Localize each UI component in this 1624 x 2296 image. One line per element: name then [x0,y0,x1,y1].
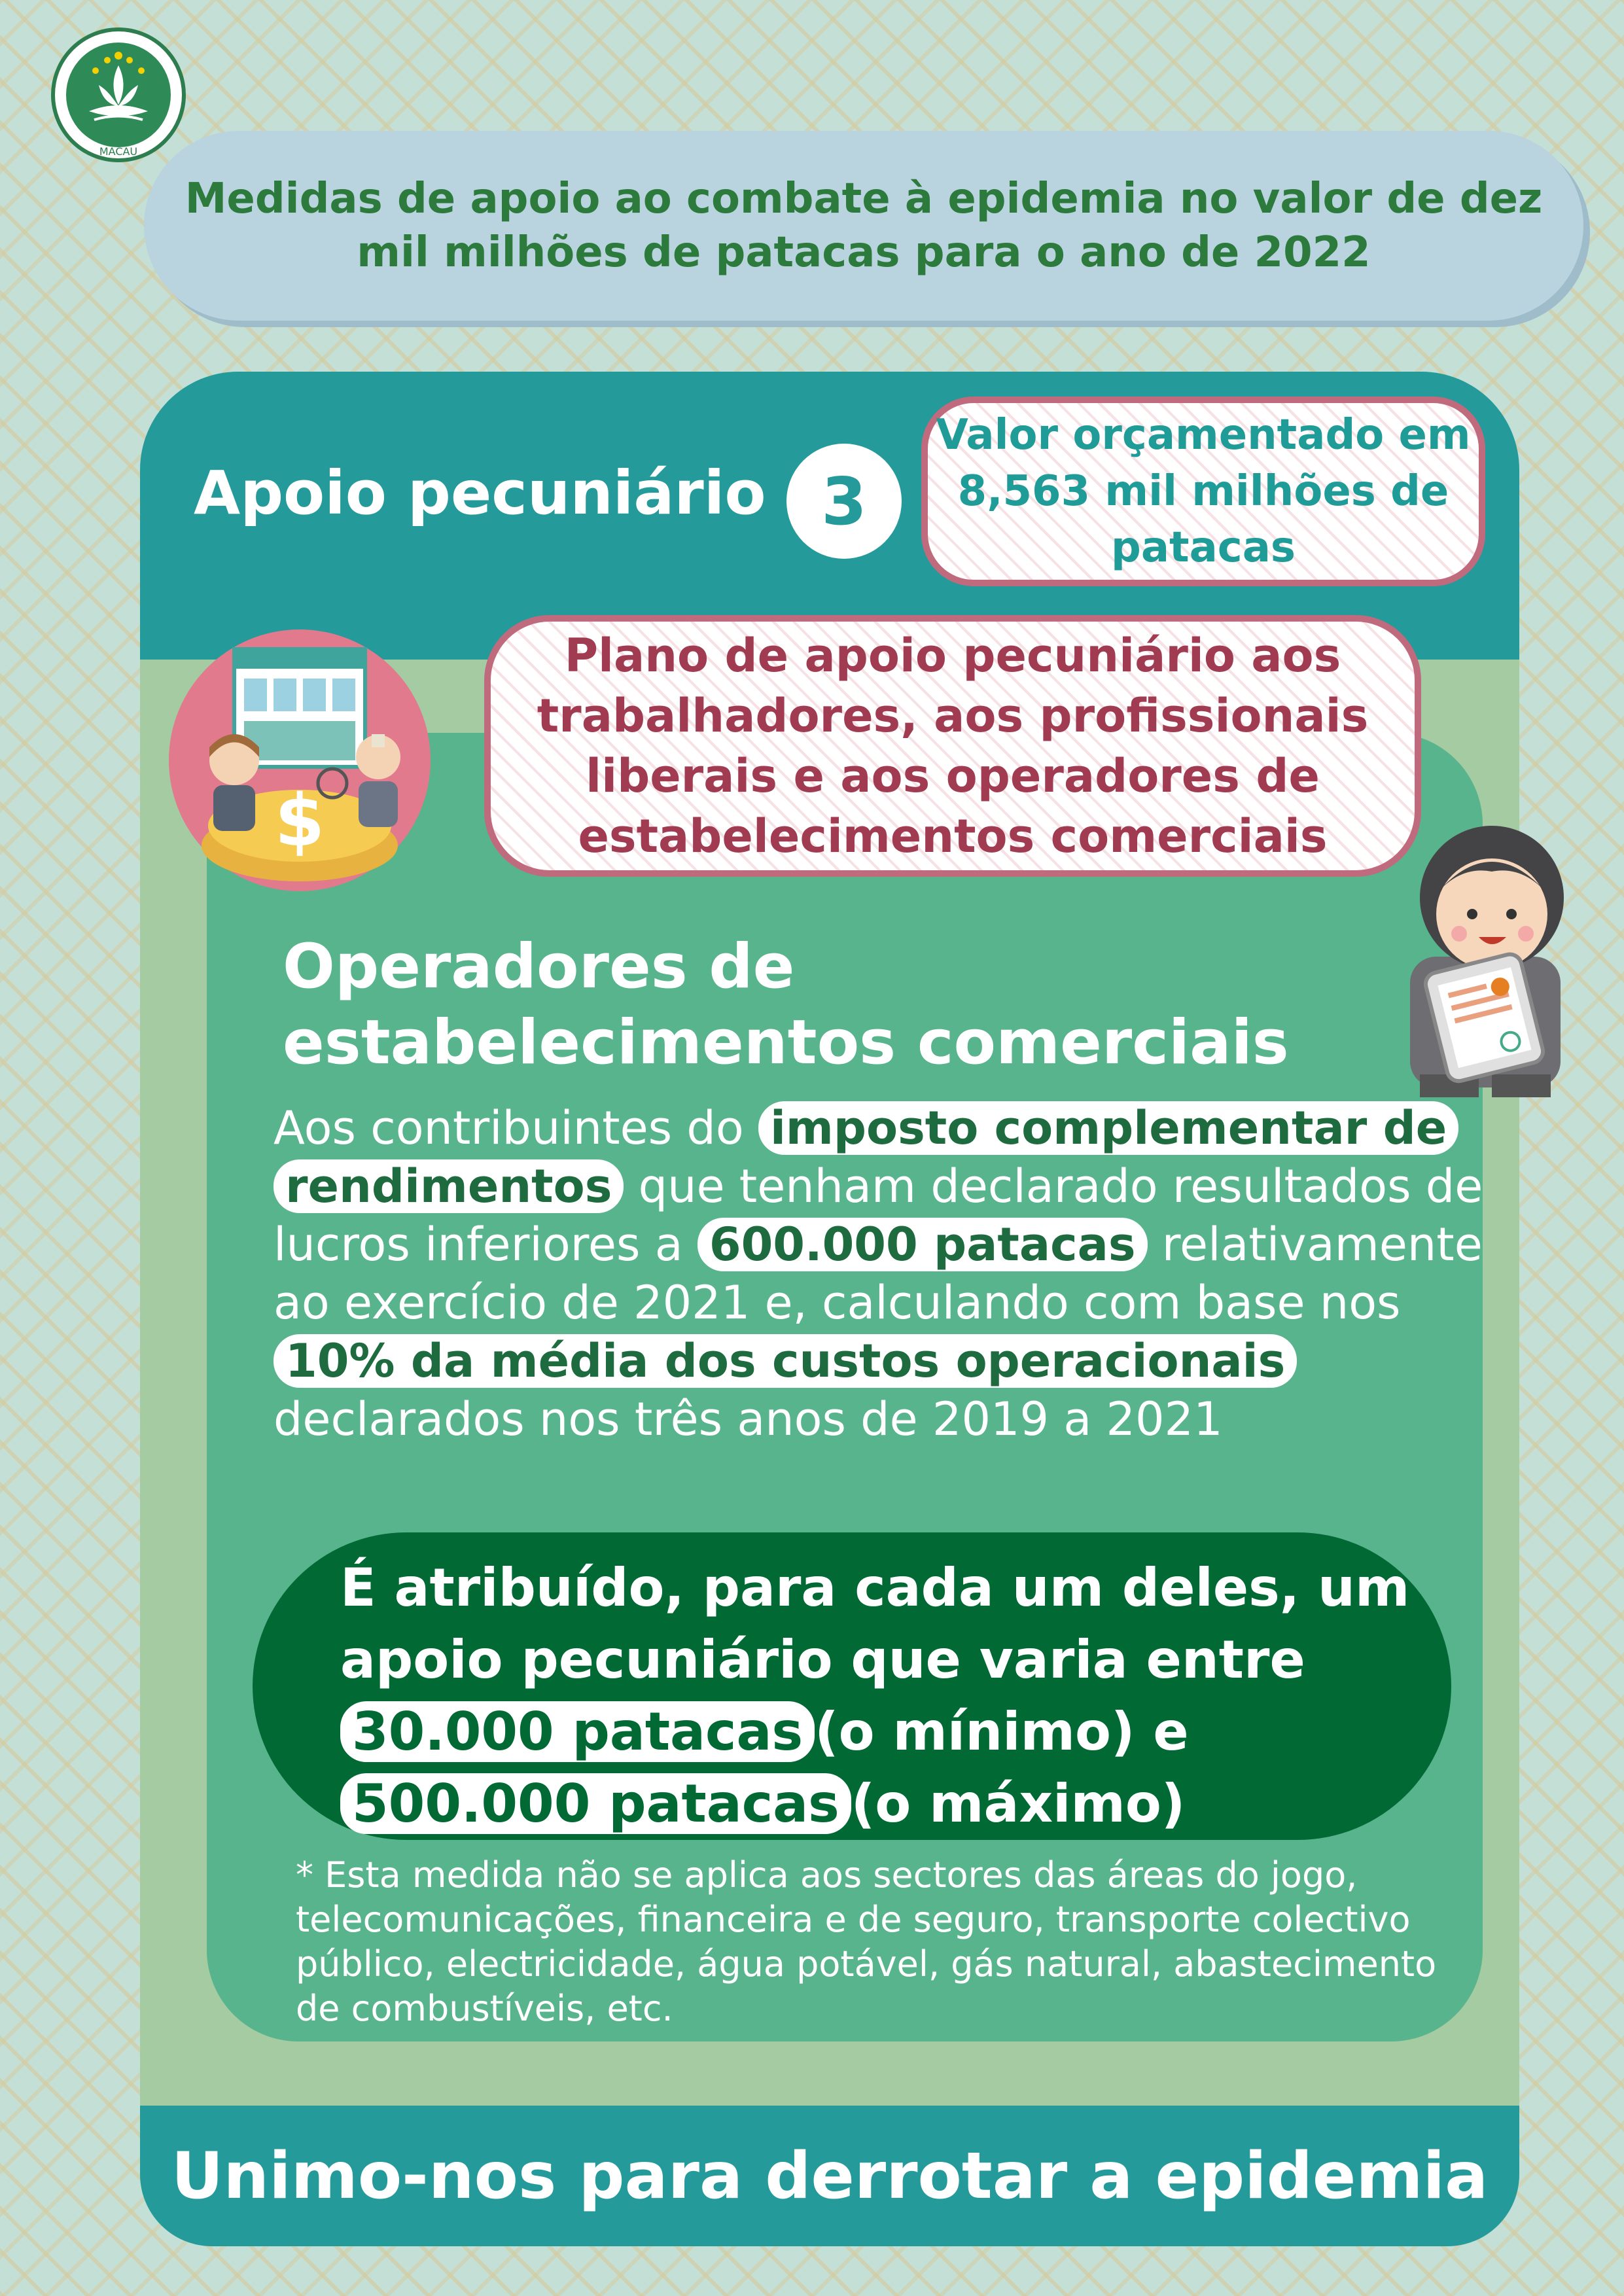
card-footer [140,2106,1519,2246]
para-text: relativamente ao exercício de 2021 e, calculando com base nos [274,1218,1483,1330]
para-text: declarados nos três anos de 2019 a 2021 [274,1392,1223,1446]
section-title: Apoio pecuniário [194,458,766,528]
min-label: (o mínimo) e [815,1701,1189,1762]
plan-title: Plano de apoio pecuniário aos trabalhadores, aos profissionais liberais e aos operadores de estabelecimentos comerciais [537,629,1369,863]
amount-text [340,1552,1466,1840]
page-title: Medidas de apoio ao combate à epidemia no valor de dez mil milhões de patacas para o ano de 2022 [185,175,1543,277]
para-text: Aos contribuintes do [274,1101,744,1155]
highlight-cost-basis: 10% da média dos custos operacionais [274,1334,1297,1388]
operators-heading: Operadores de estabelecimentos comerciais [283,931,1289,1078]
highlight-profit-limit: 600.000 patacas [697,1218,1148,1271]
svg-text:$: $ [274,779,325,862]
macau-emblem-icon [50,26,187,164]
plan-title-box [484,615,1421,877]
section-number-badge: 3 [786,444,902,559]
title-banner [144,131,1583,321]
para-text: que tenham declarado resultados de lucros inferiores a [274,1159,1483,1271]
highlight-tax: imposto complementar de rendimentos [274,1101,1458,1213]
footer-slogan: Unimo-nos para derrotar a epidemia [171,2138,1489,2214]
man-with-document-illustration [1381,800,1590,1101]
amount-intro: É atribuído, para cada um deles, um apoio pecuniário que varia entre [340,1557,1410,1690]
max-amount: 500.000 patacas [340,1773,851,1834]
max-label: (o máximo) [851,1773,1186,1834]
budget-text: Valor orçamentado em 8,563 mil milhões de patacas [936,411,1471,572]
emblem-label: MACAU [99,145,138,158]
min-amount: 30.000 patacas [340,1701,815,1762]
exclusion-note: * Esta medida não se aplica aos sectores das áreas do jogo, telecomunicações, financeira e de seguro, transporte colectivo público, electricidade, água potável, gás natural, abastecimento de combustíveis, etc. [296,1854,1437,2029]
budget-box [921,397,1485,586]
eligibility-paragraph [274,1099,1491,1449]
shop-money-illustration [169,629,431,891]
